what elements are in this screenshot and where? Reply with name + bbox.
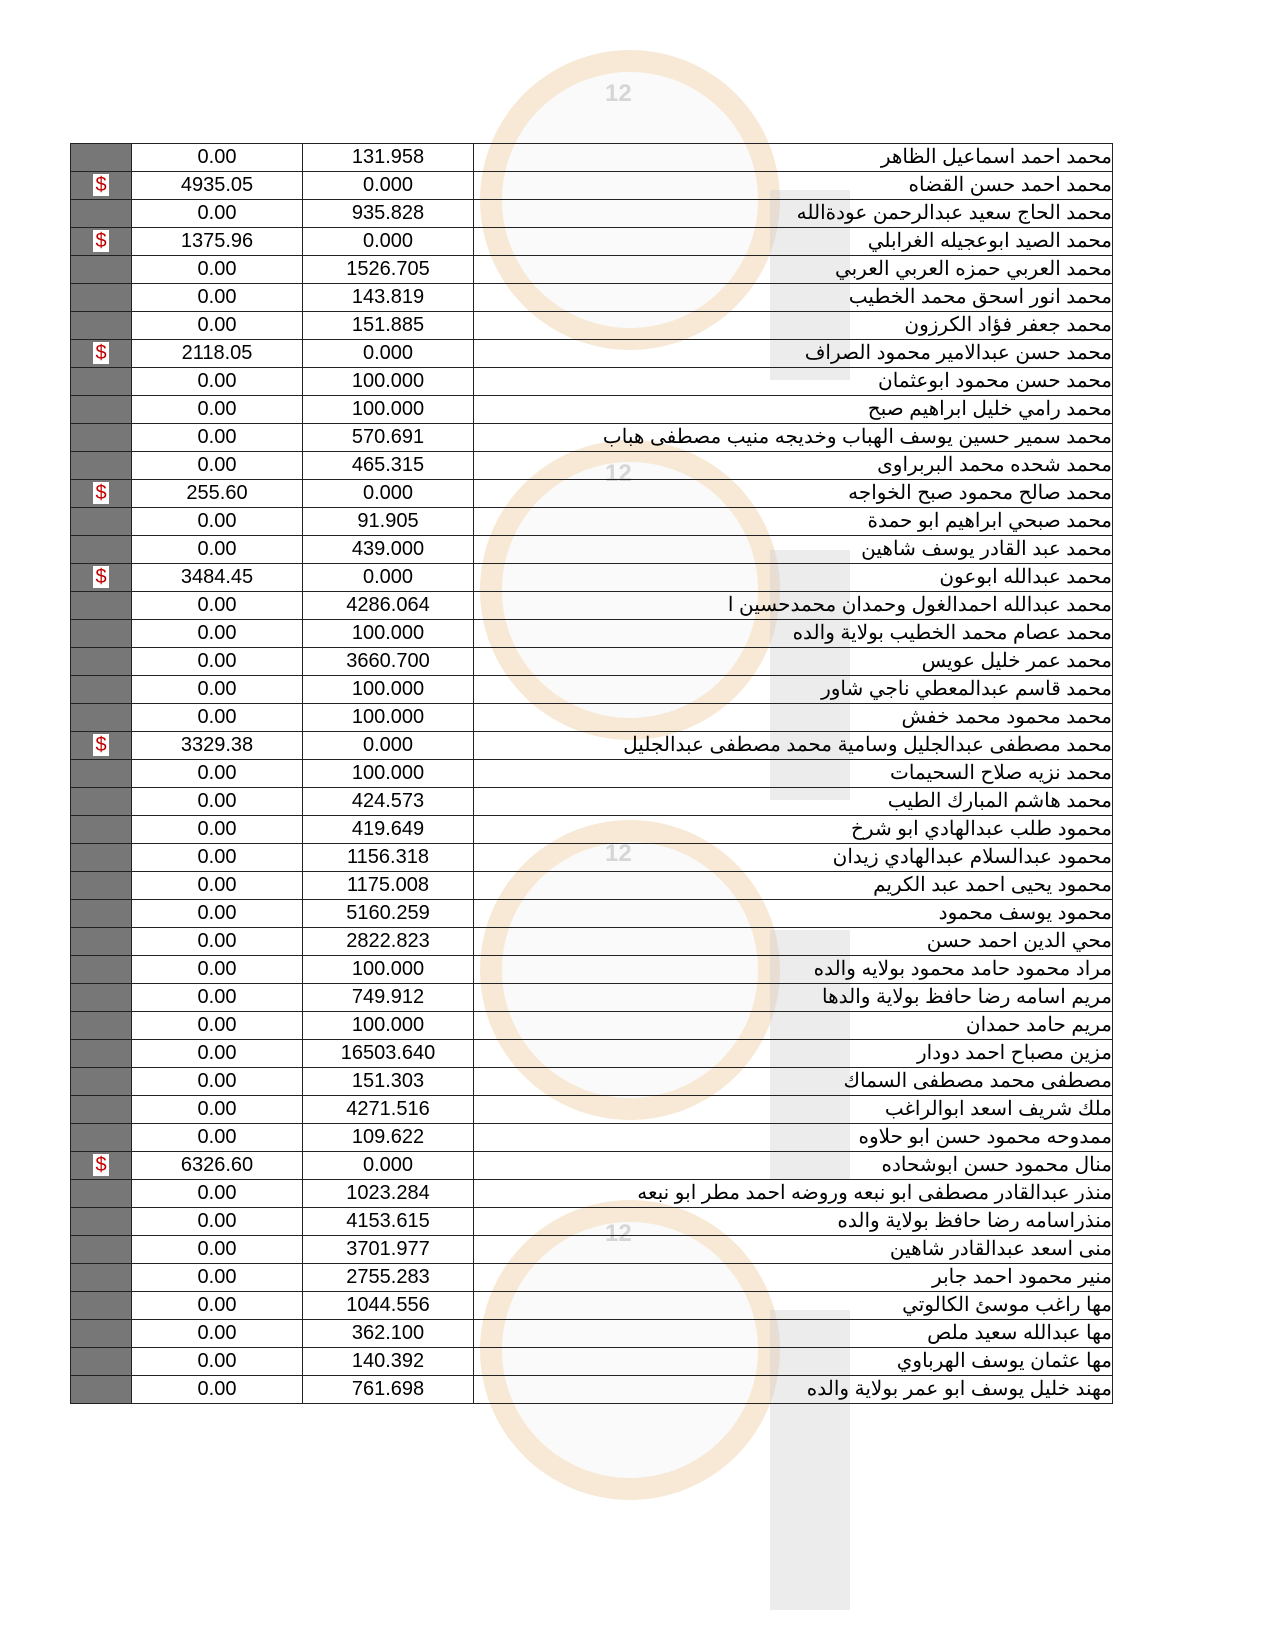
flag-cell: [71, 1348, 132, 1376]
table-row: [71, 1012, 1113, 1040]
table-row: [71, 732, 1113, 760]
flag-cell: [71, 480, 132, 508]
credit-cell: 0.000: [303, 564, 474, 592]
debit-cell: 0.00: [132, 984, 303, 1012]
flag-cell: [71, 900, 132, 928]
flag-cell: [71, 1236, 132, 1264]
table-row: [71, 424, 1113, 452]
table-row: [71, 676, 1113, 704]
debit-cell: 4935.05: [132, 172, 303, 200]
table-row: [71, 760, 1113, 788]
table-row: [71, 1152, 1113, 1180]
table-row: [71, 1348, 1113, 1376]
table-row: [71, 480, 1113, 508]
name-cell: محمود عبدالسلام عبدالهادي زيدان: [474, 844, 1113, 872]
debit-cell: 0.00: [132, 396, 303, 424]
table-row: [71, 144, 1113, 172]
table-row: [71, 788, 1113, 816]
credit-cell: 100.000: [303, 368, 474, 396]
dollar-icon: $: [95, 230, 107, 252]
credit-cell: 1526.705: [303, 256, 474, 284]
table-row: [71, 200, 1113, 228]
ledger-table: [70, 143, 1113, 1404]
credit-cell: 2822.823: [303, 928, 474, 956]
table-row: [71, 648, 1113, 676]
flag-cell: [71, 424, 132, 452]
name-cell: محمد الصيد ابوعجيله الغرابلي: [474, 228, 1113, 256]
name-cell: محمد هاشم المبارك الطيب: [474, 788, 1113, 816]
credit-cell: 100.000: [303, 676, 474, 704]
name-cell: محمد حسن عبدالامير محمود الصراف: [474, 340, 1113, 368]
name-cell: مها عثمان يوسف الهرباوي: [474, 1348, 1113, 1376]
dollar-icon: $: [95, 174, 107, 196]
debit-cell: 0.00: [132, 256, 303, 284]
table-row: [71, 900, 1113, 928]
credit-cell: 761.698: [303, 1376, 474, 1404]
flag-cell: [71, 620, 132, 648]
name-cell: محمد انور اسحق محمد الخطيب: [474, 284, 1113, 312]
name-cell: محمد صالح محمود صبح الخواجه: [474, 480, 1113, 508]
table-row: [71, 284, 1113, 312]
flag-cell: [71, 508, 132, 536]
flag-cell: [71, 172, 132, 200]
debit-cell: 0.00: [132, 1376, 303, 1404]
debit-cell: 0.00: [132, 1012, 303, 1040]
credit-cell: 100.000: [303, 1012, 474, 1040]
debit-cell: 3484.45: [132, 564, 303, 592]
flag-cell: [71, 312, 132, 340]
debit-cell: 0.00: [132, 1264, 303, 1292]
credit-cell: 2755.283: [303, 1264, 474, 1292]
name-cell: محمد احمد اسماعيل الظاهر: [474, 144, 1113, 172]
credit-cell: 439.000: [303, 536, 474, 564]
name-cell: محمود يوسف محمود: [474, 900, 1113, 928]
dollar-icon: $: [95, 566, 107, 588]
debit-cell: 0.00: [132, 1096, 303, 1124]
name-cell: محمد عصام محمد الخطيب بولاية والده: [474, 620, 1113, 648]
debit-cell: 0.00: [132, 928, 303, 956]
flag-cell: [71, 564, 132, 592]
table-row: [71, 620, 1113, 648]
table-row: [71, 1320, 1113, 1348]
flag-cell: [71, 200, 132, 228]
flag-cell: [71, 984, 132, 1012]
debit-cell: 0.00: [132, 536, 303, 564]
credit-cell: 16503.640: [303, 1040, 474, 1068]
flag-cell: [71, 1012, 132, 1040]
watermark-clock-number: 12: [605, 1220, 632, 1247]
flag-cell: [71, 844, 132, 872]
debit-cell: 0.00: [132, 704, 303, 732]
table-row: [71, 452, 1113, 480]
name-cell: محمد عبد القادر يوسف شاهين: [474, 536, 1113, 564]
flag-cell: [71, 788, 132, 816]
flag-cell: [71, 368, 132, 396]
flag-cell: [71, 1068, 132, 1096]
credit-cell: 0.000: [303, 480, 474, 508]
table-row: [71, 816, 1113, 844]
name-cell: منير محمود احمد جابر: [474, 1264, 1113, 1292]
table-row: [71, 956, 1113, 984]
credit-cell: 100.000: [303, 760, 474, 788]
flag-cell: [71, 1320, 132, 1348]
credit-cell: 1044.556: [303, 1292, 474, 1320]
debit-cell: 0.00: [132, 1040, 303, 1068]
table-row: [71, 228, 1113, 256]
name-cell: محمد عمر خليل عويس: [474, 648, 1113, 676]
table-row: [71, 928, 1113, 956]
name-cell: محي الدين احمد حسن: [474, 928, 1113, 956]
name-cell: محمد شحده محمد البربراوى: [474, 452, 1113, 480]
flag-cell: [71, 228, 132, 256]
credit-cell: 749.912: [303, 984, 474, 1012]
watermark-clock-number: 12: [605, 460, 632, 487]
flag-cell: [71, 676, 132, 704]
credit-cell: 100.000: [303, 620, 474, 648]
name-cell: محمد حسن محمود ابوعثمان: [474, 368, 1113, 396]
name-cell: محمد صبحي ابراهيم ابو حمدة: [474, 508, 1113, 536]
dollar-icon: $: [95, 342, 107, 364]
name-cell: محمد رامي خليل ابراهيم صبح: [474, 396, 1113, 424]
table-row: [71, 396, 1113, 424]
name-cell: محمد عبدالله ابوعون: [474, 564, 1113, 592]
debit-cell: 0.00: [132, 200, 303, 228]
debit-cell: 0.00: [132, 620, 303, 648]
name-cell: محمود طلب عبدالهادي ابو شرخ: [474, 816, 1113, 844]
credit-cell: 100.000: [303, 704, 474, 732]
credit-cell: 4153.615: [303, 1208, 474, 1236]
name-cell: محمد نزيه صلاح السحيمات: [474, 760, 1113, 788]
table-row: [71, 872, 1113, 900]
debit-cell: 0.00: [132, 1124, 303, 1152]
name-cell: منى اسعد عبدالقادر شاهين: [474, 1236, 1113, 1264]
debit-cell: 0.00: [132, 1180, 303, 1208]
credit-cell: 3660.700: [303, 648, 474, 676]
debit-cell: 2118.05: [132, 340, 303, 368]
flag-cell: [71, 1040, 132, 1068]
name-cell: محمد مصطفى عبدالجليل وسامية محمد مصطفى عبدالجليل: [474, 732, 1113, 760]
flag-cell: [71, 1152, 132, 1180]
debit-cell: 0.00: [132, 788, 303, 816]
credit-cell: 465.315: [303, 452, 474, 480]
debit-cell: 0.00: [132, 1236, 303, 1264]
flag-cell: [71, 1292, 132, 1320]
credit-cell: 100.000: [303, 956, 474, 984]
watermark-clock-number: 12: [605, 80, 632, 107]
flag-cell: [71, 1096, 132, 1124]
credit-cell: 3701.977: [303, 1236, 474, 1264]
table-row: [71, 508, 1113, 536]
table-row: [71, 1376, 1113, 1404]
debit-cell: 255.60: [132, 480, 303, 508]
credit-cell: 1175.008: [303, 872, 474, 900]
table-row: [71, 368, 1113, 396]
name-cell: مراد محمود حامد محمود بولايه والده: [474, 956, 1113, 984]
name-cell: مريم اسامه رضا حافظ بولاية والدها: [474, 984, 1113, 1012]
flag-cell: [71, 704, 132, 732]
table-row: [71, 1236, 1113, 1264]
name-cell: محمود يحيى احمد عبد الكريم: [474, 872, 1113, 900]
table-row: [71, 704, 1113, 732]
flag-cell: [71, 1180, 132, 1208]
debit-cell: 0.00: [132, 144, 303, 172]
name-cell: محمد احمد حسن القضاه: [474, 172, 1113, 200]
table-row: [71, 1180, 1113, 1208]
table-row: [71, 1264, 1113, 1292]
flag-cell: [71, 340, 132, 368]
credit-cell: 4271.516: [303, 1096, 474, 1124]
name-cell: منذراسامه رضا حافظ بولاية والده: [474, 1208, 1113, 1236]
debit-cell: 0.00: [132, 900, 303, 928]
credit-cell: 131.958: [303, 144, 474, 172]
name-cell: منذر عبدالقادر مصطفى ابو نبعه وروضه احمد مطر ابو نبعه: [474, 1180, 1113, 1208]
credit-cell: 0.000: [303, 228, 474, 256]
debit-cell: 0.00: [132, 844, 303, 872]
credit-cell: 0.000: [303, 1152, 474, 1180]
name-cell: مها راغب موسئ الكالوتي: [474, 1292, 1113, 1320]
debit-cell: 0.00: [132, 760, 303, 788]
flag-cell: [71, 732, 132, 760]
flag-cell: [71, 760, 132, 788]
table-row: [71, 564, 1113, 592]
table-row: [71, 256, 1113, 284]
debit-cell: 1375.96: [132, 228, 303, 256]
flag-cell: [71, 452, 132, 480]
table-row: [71, 536, 1113, 564]
table-row: [71, 844, 1113, 872]
table-row: [71, 984, 1113, 1012]
flag-cell: [71, 144, 132, 172]
flag-cell: [71, 956, 132, 984]
debit-cell: 0.00: [132, 648, 303, 676]
credit-cell: 570.691: [303, 424, 474, 452]
name-cell: ملك شريف اسعد ابوالراغب: [474, 1096, 1113, 1124]
flag-cell: [71, 928, 132, 956]
table-row: [71, 1208, 1113, 1236]
table-row: [71, 1124, 1113, 1152]
name-cell: ممدوحه محمود حسن ابو حلاوه: [474, 1124, 1113, 1152]
flag-cell: [71, 1208, 132, 1236]
credit-cell: 100.000: [303, 396, 474, 424]
credit-cell: 151.303: [303, 1068, 474, 1096]
dollar-icon: $: [95, 482, 107, 504]
debit-cell: 0.00: [132, 676, 303, 704]
debit-cell: 0.00: [132, 312, 303, 340]
name-cell: مريم حامد حمدان: [474, 1012, 1113, 1040]
debit-cell: 0.00: [132, 1068, 303, 1096]
debit-cell: 0.00: [132, 1320, 303, 1348]
credit-cell: 1156.318: [303, 844, 474, 872]
debit-cell: 0.00: [132, 1348, 303, 1376]
dollar-icon: $: [95, 1154, 107, 1176]
name-cell: مزين مصباح احمد دودار: [474, 1040, 1113, 1068]
name-cell: محمد قاسم عبدالمعطي ناجي شاور: [474, 676, 1113, 704]
name-cell: محمد الحاج سعيد عبدالرحمن عودةالله: [474, 200, 1113, 228]
table-row: [71, 172, 1113, 200]
name-cell: محمد العربي حمزه العربي العربي: [474, 256, 1113, 284]
name-cell: مها عبدالله سعيد ملص: [474, 1320, 1113, 1348]
name-cell: محمد عبدالله احمدالغول وحمدان محمدحسين ا: [474, 592, 1113, 620]
flag-cell: [71, 872, 132, 900]
watermark-clock-number: 12: [605, 840, 632, 867]
credit-cell: 0.000: [303, 172, 474, 200]
table-row: [71, 592, 1113, 620]
credit-cell: 5160.259: [303, 900, 474, 928]
flag-cell: [71, 1264, 132, 1292]
credit-cell: 151.885: [303, 312, 474, 340]
name-cell: منال محمود حسن ابوشحاده: [474, 1152, 1113, 1180]
flag-cell: [71, 256, 132, 284]
debit-cell: 0.00: [132, 452, 303, 480]
name-cell: محمد سمير حسين يوسف الهباب وخديجه منيب مصطفى هباب: [474, 424, 1113, 452]
credit-cell: 143.819: [303, 284, 474, 312]
debit-cell: 0.00: [132, 956, 303, 984]
table-row: [71, 1040, 1113, 1068]
credit-cell: 140.392: [303, 1348, 474, 1376]
flag-cell: [71, 284, 132, 312]
flag-cell: [71, 1124, 132, 1152]
credit-cell: 0.000: [303, 732, 474, 760]
debit-cell: 0.00: [132, 424, 303, 452]
table-row: [71, 1292, 1113, 1320]
table-row: [71, 1096, 1113, 1124]
name-cell: مهند خليل يوسف ابو عمر بولاية والده: [474, 1376, 1113, 1404]
debit-cell: 0.00: [132, 508, 303, 536]
debit-cell: 0.00: [132, 284, 303, 312]
credit-cell: 0.000: [303, 340, 474, 368]
credit-cell: 424.573: [303, 788, 474, 816]
credit-cell: 4286.064: [303, 592, 474, 620]
flag-cell: [71, 396, 132, 424]
credit-cell: 1023.284: [303, 1180, 474, 1208]
credit-cell: 419.649: [303, 816, 474, 844]
debit-cell: 0.00: [132, 1292, 303, 1320]
debit-cell: 0.00: [132, 1208, 303, 1236]
debit-cell: 0.00: [132, 592, 303, 620]
flag-cell: [71, 1376, 132, 1404]
debit-cell: 0.00: [132, 816, 303, 844]
name-cell: محمد محمود محمد خفش: [474, 704, 1113, 732]
table-row: [71, 312, 1113, 340]
dollar-icon: $: [95, 734, 107, 756]
flag-cell: [71, 648, 132, 676]
table-row: [71, 340, 1113, 368]
flag-cell: [71, 592, 132, 620]
debit-cell: 6326.60: [132, 1152, 303, 1180]
table-row: [71, 1068, 1113, 1096]
flag-cell: [71, 536, 132, 564]
name-cell: محمد جعفر فؤاد الكرزون: [474, 312, 1113, 340]
debit-cell: 3329.38: [132, 732, 303, 760]
flag-cell: [71, 816, 132, 844]
debit-cell: 0.00: [132, 872, 303, 900]
debit-cell: 0.00: [132, 368, 303, 396]
credit-cell: 91.905: [303, 508, 474, 536]
name-cell: مصطفى محمد مصطفى السماك: [474, 1068, 1113, 1096]
credit-cell: 362.100: [303, 1320, 474, 1348]
credit-cell: 935.828: [303, 200, 474, 228]
credit-cell: 109.622: [303, 1124, 474, 1152]
